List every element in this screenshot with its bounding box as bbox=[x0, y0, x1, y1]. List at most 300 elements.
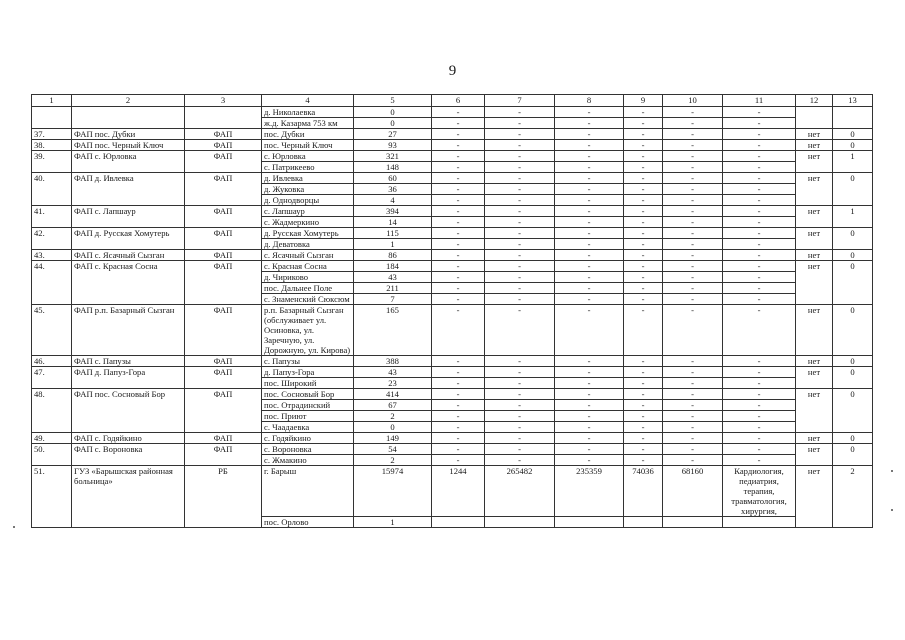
settlement-cell: пос. Дубки bbox=[262, 129, 354, 140]
value-cell: - bbox=[555, 206, 624, 217]
profile-cell: - bbox=[723, 283, 796, 294]
table-row bbox=[32, 356, 873, 367]
settlement-cell: пос. Отрадинский bbox=[262, 400, 354, 411]
value-cell: - bbox=[485, 283, 555, 294]
profile-cell: - bbox=[723, 378, 796, 389]
value-cell: - bbox=[624, 283, 663, 294]
facility-type-cell: ФАП bbox=[185, 261, 262, 305]
settlement-cell: с. Ясачный Сызган bbox=[262, 250, 354, 261]
value-cell: - bbox=[555, 250, 624, 261]
col13-cell: 0 bbox=[833, 250, 873, 261]
population-cell: 394 bbox=[354, 206, 432, 217]
value-cell: - bbox=[555, 129, 624, 140]
settlement-cell: д. Однодворцы bbox=[262, 195, 354, 206]
value-cell: - bbox=[663, 305, 723, 356]
value-cell: - bbox=[663, 140, 723, 151]
value-cell: - bbox=[663, 151, 723, 162]
table-row bbox=[32, 151, 873, 162]
value-cell: - bbox=[624, 378, 663, 389]
value-cell: - bbox=[485, 250, 555, 261]
column-header: 11 bbox=[723, 95, 796, 107]
column-header: 5 bbox=[354, 95, 432, 107]
col12-cell: нет bbox=[796, 206, 833, 228]
value-cell: - bbox=[555, 239, 624, 250]
facility-type-cell: ФАП bbox=[185, 129, 262, 140]
facility-name-cell: ФАП с. Папузы bbox=[72, 356, 185, 367]
population-cell: 60 bbox=[354, 173, 432, 184]
value-cell: - bbox=[485, 118, 555, 129]
value-cell: - bbox=[555, 195, 624, 206]
col12-cell: нет bbox=[796, 173, 833, 206]
scan-speck bbox=[891, 470, 893, 472]
population-cell: 388 bbox=[354, 356, 432, 367]
value-cell: - bbox=[663, 162, 723, 173]
value-cell: - bbox=[555, 217, 624, 228]
value-cell: - bbox=[555, 455, 624, 466]
value-cell: - bbox=[432, 305, 485, 356]
profile-cell: - bbox=[723, 206, 796, 217]
value-cell: - bbox=[432, 455, 485, 466]
value-cell: - bbox=[485, 206, 555, 217]
value-cell: - bbox=[485, 305, 555, 356]
column-header: 6 bbox=[432, 95, 485, 107]
value-cell bbox=[485, 517, 555, 528]
value-cell: - bbox=[663, 184, 723, 195]
value-cell: - bbox=[485, 389, 555, 400]
profile-cell: - bbox=[723, 107, 796, 118]
value-cell: 74036 bbox=[624, 466, 663, 517]
row-number-cell: 41. bbox=[32, 206, 72, 228]
value-cell: - bbox=[624, 228, 663, 239]
table-row bbox=[32, 367, 873, 378]
value-cell: - bbox=[485, 140, 555, 151]
value-cell: - bbox=[432, 173, 485, 184]
column-header: 13 bbox=[833, 95, 873, 107]
facility-name-cell bbox=[72, 107, 185, 129]
value-cell: - bbox=[432, 444, 485, 455]
value-cell bbox=[555, 517, 624, 528]
value-cell: - bbox=[663, 378, 723, 389]
value-cell: - bbox=[432, 272, 485, 283]
population-cell: 0 bbox=[354, 107, 432, 118]
settlement-cell: с. Чаадаевка bbox=[262, 422, 354, 433]
value-cell: - bbox=[624, 162, 663, 173]
row-number-cell: 49. bbox=[32, 433, 72, 444]
population-cell: 2 bbox=[354, 455, 432, 466]
column-header: 1 bbox=[32, 95, 72, 107]
value-cell: - bbox=[624, 173, 663, 184]
table-row bbox=[32, 305, 873, 356]
population-cell: 43 bbox=[354, 367, 432, 378]
value-cell: - bbox=[624, 129, 663, 140]
col13-cell: 0 bbox=[833, 173, 873, 206]
value-cell: - bbox=[663, 455, 723, 466]
value-cell: - bbox=[555, 305, 624, 356]
value-cell: - bbox=[485, 217, 555, 228]
value-cell: - bbox=[663, 367, 723, 378]
value-cell: - bbox=[663, 107, 723, 118]
table-row bbox=[32, 389, 873, 400]
profile-cell: - bbox=[723, 411, 796, 422]
profile-cell: - bbox=[723, 250, 796, 261]
row-number-cell: 39. bbox=[32, 151, 72, 173]
settlement-cell: с. Юрловка bbox=[262, 151, 354, 162]
profile-cell: - bbox=[723, 118, 796, 129]
population-cell: 414 bbox=[354, 389, 432, 400]
scan-speck bbox=[13, 526, 15, 528]
value-cell: - bbox=[432, 184, 485, 195]
population-cell: 43 bbox=[354, 272, 432, 283]
settlement-cell: с. Лапшаур bbox=[262, 206, 354, 217]
row-number-cell: 37. bbox=[32, 129, 72, 140]
value-cell: - bbox=[485, 444, 555, 455]
settlement-cell: д. Русская Хомутерь bbox=[262, 228, 354, 239]
value-cell: - bbox=[485, 151, 555, 162]
value-cell: - bbox=[663, 294, 723, 305]
value-cell: - bbox=[624, 455, 663, 466]
settlement-cell: с. Жадмеркино bbox=[262, 217, 354, 228]
value-cell: - bbox=[555, 272, 624, 283]
value-cell: - bbox=[624, 422, 663, 433]
col13-cell: 1 bbox=[833, 151, 873, 173]
col13-cell: 0 bbox=[833, 228, 873, 250]
facility-type-cell: ФАП bbox=[185, 228, 262, 250]
table-body bbox=[32, 95, 873, 528]
settlement-cell: пос. Приют bbox=[262, 411, 354, 422]
value-cell: - bbox=[432, 356, 485, 367]
value-cell: - bbox=[624, 400, 663, 411]
table-row bbox=[32, 444, 873, 455]
facility-type-cell: ФАП bbox=[185, 173, 262, 206]
profile-cell: - bbox=[723, 305, 796, 356]
col12-cell: нет bbox=[796, 356, 833, 367]
value-cell: - bbox=[624, 239, 663, 250]
table-row bbox=[32, 228, 873, 239]
population-cell: 148 bbox=[354, 162, 432, 173]
profile-cell: - bbox=[723, 400, 796, 411]
value-cell: - bbox=[485, 422, 555, 433]
profile-cell: - bbox=[723, 217, 796, 228]
value-cell: - bbox=[555, 422, 624, 433]
value-cell: - bbox=[663, 195, 723, 206]
profile-cell: - bbox=[723, 162, 796, 173]
value-cell: - bbox=[432, 151, 485, 162]
settlement-cell: д. Жуковка bbox=[262, 184, 354, 195]
value-cell: - bbox=[485, 173, 555, 184]
value-cell: - bbox=[663, 422, 723, 433]
value-cell bbox=[663, 517, 723, 528]
value-cell: - bbox=[432, 217, 485, 228]
population-cell: 1 bbox=[354, 239, 432, 250]
profile-cell: - bbox=[723, 389, 796, 400]
population-cell: 23 bbox=[354, 378, 432, 389]
value-cell: - bbox=[555, 261, 624, 272]
profile-cell: - bbox=[723, 272, 796, 283]
population-cell: 86 bbox=[354, 250, 432, 261]
settlement-cell: с. Красная Сосна bbox=[262, 261, 354, 272]
col12-cell: нет bbox=[796, 389, 833, 433]
settlement-cell: с. Знаменский Сюксюм bbox=[262, 294, 354, 305]
profile-cell bbox=[723, 517, 796, 528]
col12-cell: нет bbox=[796, 151, 833, 173]
facility-type-cell: ФАП bbox=[185, 305, 262, 356]
value-cell: - bbox=[432, 400, 485, 411]
population-cell: 67 bbox=[354, 400, 432, 411]
profile-cell: - bbox=[723, 422, 796, 433]
profile-cell: - bbox=[723, 444, 796, 455]
col12-cell: нет bbox=[796, 250, 833, 261]
col13-cell: 0 bbox=[833, 356, 873, 367]
value-cell: - bbox=[432, 433, 485, 444]
value-cell: - bbox=[663, 250, 723, 261]
col13-cell bbox=[833, 107, 873, 129]
value-cell: - bbox=[555, 118, 624, 129]
value-cell: - bbox=[432, 162, 485, 173]
value-cell: - bbox=[663, 217, 723, 228]
value-cell: - bbox=[432, 250, 485, 261]
facility-type-cell: ФАП bbox=[185, 433, 262, 444]
value-cell: - bbox=[432, 140, 485, 151]
table-row bbox=[32, 140, 873, 151]
value-cell: - bbox=[555, 184, 624, 195]
profile-cell: - bbox=[723, 261, 796, 272]
value-cell: - bbox=[485, 261, 555, 272]
settlement-cell: д. Николаевка bbox=[262, 107, 354, 118]
population-cell: 149 bbox=[354, 433, 432, 444]
settlement-cell: пос. Широкий bbox=[262, 378, 354, 389]
profile-cell: - bbox=[723, 151, 796, 162]
value-cell: - bbox=[555, 151, 624, 162]
profile-cell: - bbox=[723, 140, 796, 151]
value-cell: - bbox=[555, 433, 624, 444]
value-cell: - bbox=[485, 228, 555, 239]
value-cell: - bbox=[663, 433, 723, 444]
value-cell: - bbox=[663, 173, 723, 184]
col12-cell: нет bbox=[796, 433, 833, 444]
population-cell: 14 bbox=[354, 217, 432, 228]
profile-cell: - bbox=[723, 184, 796, 195]
facility-name-cell: ФАП д. Ивлевка bbox=[72, 173, 185, 206]
value-cell: - bbox=[555, 173, 624, 184]
value-cell: - bbox=[485, 184, 555, 195]
table-row bbox=[32, 107, 873, 118]
scan-speck bbox=[891, 509, 893, 511]
value-cell: - bbox=[624, 250, 663, 261]
row-number-cell: 48. bbox=[32, 389, 72, 433]
column-header: 7 bbox=[485, 95, 555, 107]
population-cell: 54 bbox=[354, 444, 432, 455]
value-cell: - bbox=[555, 294, 624, 305]
value-cell: - bbox=[663, 389, 723, 400]
value-cell: - bbox=[555, 283, 624, 294]
col12-cell: нет bbox=[796, 129, 833, 140]
settlement-cell: пос. Орлово bbox=[262, 517, 354, 528]
settlement-cell: д. Чириково bbox=[262, 272, 354, 283]
value-cell: - bbox=[555, 228, 624, 239]
value-cell bbox=[624, 517, 663, 528]
value-cell: - bbox=[485, 378, 555, 389]
value-cell: - bbox=[485, 107, 555, 118]
population-cell: 4 bbox=[354, 195, 432, 206]
value-cell: - bbox=[485, 129, 555, 140]
col13-cell: 1 bbox=[833, 206, 873, 228]
value-cell: - bbox=[663, 272, 723, 283]
value-cell: - bbox=[663, 411, 723, 422]
column-header: 3 bbox=[185, 95, 262, 107]
value-cell: - bbox=[485, 239, 555, 250]
profile-cell: - bbox=[723, 294, 796, 305]
facility-name-cell: ГУЗ «Барышская районная больница» bbox=[72, 466, 185, 528]
value-cell: - bbox=[432, 195, 485, 206]
table-row bbox=[32, 466, 873, 517]
value-cell: - bbox=[432, 261, 485, 272]
value-cell: - bbox=[555, 140, 624, 151]
value-cell: - bbox=[555, 411, 624, 422]
value-cell: 235359 bbox=[555, 466, 624, 517]
facility-type-cell: ФАП bbox=[185, 151, 262, 173]
facility-name-cell: ФАП с. Красная Сосна bbox=[72, 261, 185, 305]
facilities-table bbox=[31, 94, 873, 528]
facility-name-cell: ФАП с. Вороновка bbox=[72, 444, 185, 466]
settlement-cell: ж.д. Казарма 753 км bbox=[262, 118, 354, 129]
value-cell: - bbox=[663, 118, 723, 129]
profile-cell: - bbox=[723, 356, 796, 367]
table-row bbox=[32, 173, 873, 184]
row-number-cell bbox=[32, 107, 72, 129]
value-cell: - bbox=[624, 107, 663, 118]
population-cell: 93 bbox=[354, 140, 432, 151]
row-number-cell: 50. bbox=[32, 444, 72, 466]
column-header: 10 bbox=[663, 95, 723, 107]
facility-type-cell bbox=[185, 107, 262, 129]
value-cell: - bbox=[432, 422, 485, 433]
value-cell: - bbox=[624, 140, 663, 151]
value-cell bbox=[432, 517, 485, 528]
value-cell: - bbox=[663, 356, 723, 367]
facility-name-cell: ФАП д. Русская Хомутерь bbox=[72, 228, 185, 250]
row-number-cell: 51. bbox=[32, 466, 72, 528]
value-cell: - bbox=[432, 239, 485, 250]
value-cell: - bbox=[624, 444, 663, 455]
settlement-cell: р.п. Базарный Сызган (обслуживает ул. Осиновка, ул. Заречную, ул. Дорожную, ул. Кирова) bbox=[262, 305, 354, 356]
facility-type-cell: ФАП bbox=[185, 444, 262, 466]
population-cell: 36 bbox=[354, 184, 432, 195]
value-cell: - bbox=[485, 294, 555, 305]
row-number-cell: 40. bbox=[32, 173, 72, 206]
value-cell: - bbox=[624, 272, 663, 283]
population-cell: 27 bbox=[354, 129, 432, 140]
page-number: 9 bbox=[448, 63, 457, 79]
row-number-cell: 44. bbox=[32, 261, 72, 305]
value-cell: - bbox=[663, 228, 723, 239]
profile-cell: - bbox=[723, 129, 796, 140]
value-cell: - bbox=[555, 400, 624, 411]
population-cell: 115 bbox=[354, 228, 432, 239]
facility-name-cell: ФАП с. Лапшаур bbox=[72, 206, 185, 228]
value-cell: - bbox=[485, 455, 555, 466]
column-header: 9 bbox=[624, 95, 663, 107]
value-cell: - bbox=[663, 239, 723, 250]
facility-name-cell: ФАП с. Годяйкино bbox=[72, 433, 185, 444]
row-number-cell: 38. bbox=[32, 140, 72, 151]
table-row bbox=[32, 206, 873, 217]
settlement-cell: с. Вороновка bbox=[262, 444, 354, 455]
settlement-cell: с. Годяйкино bbox=[262, 433, 354, 444]
value-cell: - bbox=[432, 118, 485, 129]
value-cell: - bbox=[432, 206, 485, 217]
value-cell: - bbox=[555, 378, 624, 389]
col12-cell: нет bbox=[796, 140, 833, 151]
population-cell: 321 bbox=[354, 151, 432, 162]
value-cell: - bbox=[555, 444, 624, 455]
row-number-cell: 42. bbox=[32, 228, 72, 250]
profile-cell: Кардиология, педиатрия, терапия, травматология, хирургия, bbox=[723, 466, 796, 517]
population-cell: 15974 bbox=[354, 466, 432, 517]
value-cell: - bbox=[485, 433, 555, 444]
population-cell: 2 bbox=[354, 411, 432, 422]
facility-name-cell: ФАП пос. Дубки bbox=[72, 129, 185, 140]
value-cell: - bbox=[555, 356, 624, 367]
value-cell: - bbox=[432, 129, 485, 140]
value-cell: - bbox=[663, 400, 723, 411]
value-cell: - bbox=[432, 107, 485, 118]
settlement-cell: пос. Черный Ключ bbox=[262, 140, 354, 151]
population-cell: 184 bbox=[354, 261, 432, 272]
facility-type-cell: ФАП bbox=[185, 367, 262, 389]
profile-cell: - bbox=[723, 455, 796, 466]
value-cell: - bbox=[624, 151, 663, 162]
value-cell: - bbox=[624, 433, 663, 444]
facility-name-cell: ФАП пос. Сосновый Бор bbox=[72, 389, 185, 433]
facility-name-cell: ФАП с. Юрловка bbox=[72, 151, 185, 173]
value-cell: - bbox=[624, 184, 663, 195]
value-cell: - bbox=[624, 305, 663, 356]
value-cell: - bbox=[624, 118, 663, 129]
value-cell: - bbox=[432, 378, 485, 389]
value-cell: - bbox=[663, 129, 723, 140]
value-cell: - bbox=[485, 367, 555, 378]
profile-cell: - bbox=[723, 239, 796, 250]
table-row bbox=[32, 433, 873, 444]
facility-name-cell: ФАП пос. Черный Ключ bbox=[72, 140, 185, 151]
column-header: 4 bbox=[262, 95, 354, 107]
population-cell: 1 bbox=[354, 517, 432, 528]
settlement-cell: д. Папуз-Гора bbox=[262, 367, 354, 378]
profile-cell: - bbox=[723, 367, 796, 378]
population-cell: 0 bbox=[354, 118, 432, 129]
col13-cell: 0 bbox=[833, 261, 873, 305]
value-cell: - bbox=[624, 367, 663, 378]
facility-type-cell: ФАП bbox=[185, 356, 262, 367]
col12-cell: нет bbox=[796, 444, 833, 466]
col13-cell: 0 bbox=[833, 305, 873, 356]
row-number-cell: 43. bbox=[32, 250, 72, 261]
value-cell: - bbox=[663, 444, 723, 455]
value-cell: - bbox=[432, 411, 485, 422]
header-row bbox=[32, 95, 873, 107]
value-cell: - bbox=[624, 206, 663, 217]
value-cell: - bbox=[485, 411, 555, 422]
value-cell: - bbox=[624, 294, 663, 305]
row-number-cell: 46. bbox=[32, 356, 72, 367]
value-cell: - bbox=[555, 107, 624, 118]
col13-cell: 2 bbox=[833, 466, 873, 528]
value-cell: - bbox=[624, 261, 663, 272]
facility-name-cell: ФАП с. Ясачный Сызган bbox=[72, 250, 185, 261]
table-row bbox=[32, 250, 873, 261]
population-cell: 0 bbox=[354, 422, 432, 433]
col12-cell: нет bbox=[796, 228, 833, 250]
